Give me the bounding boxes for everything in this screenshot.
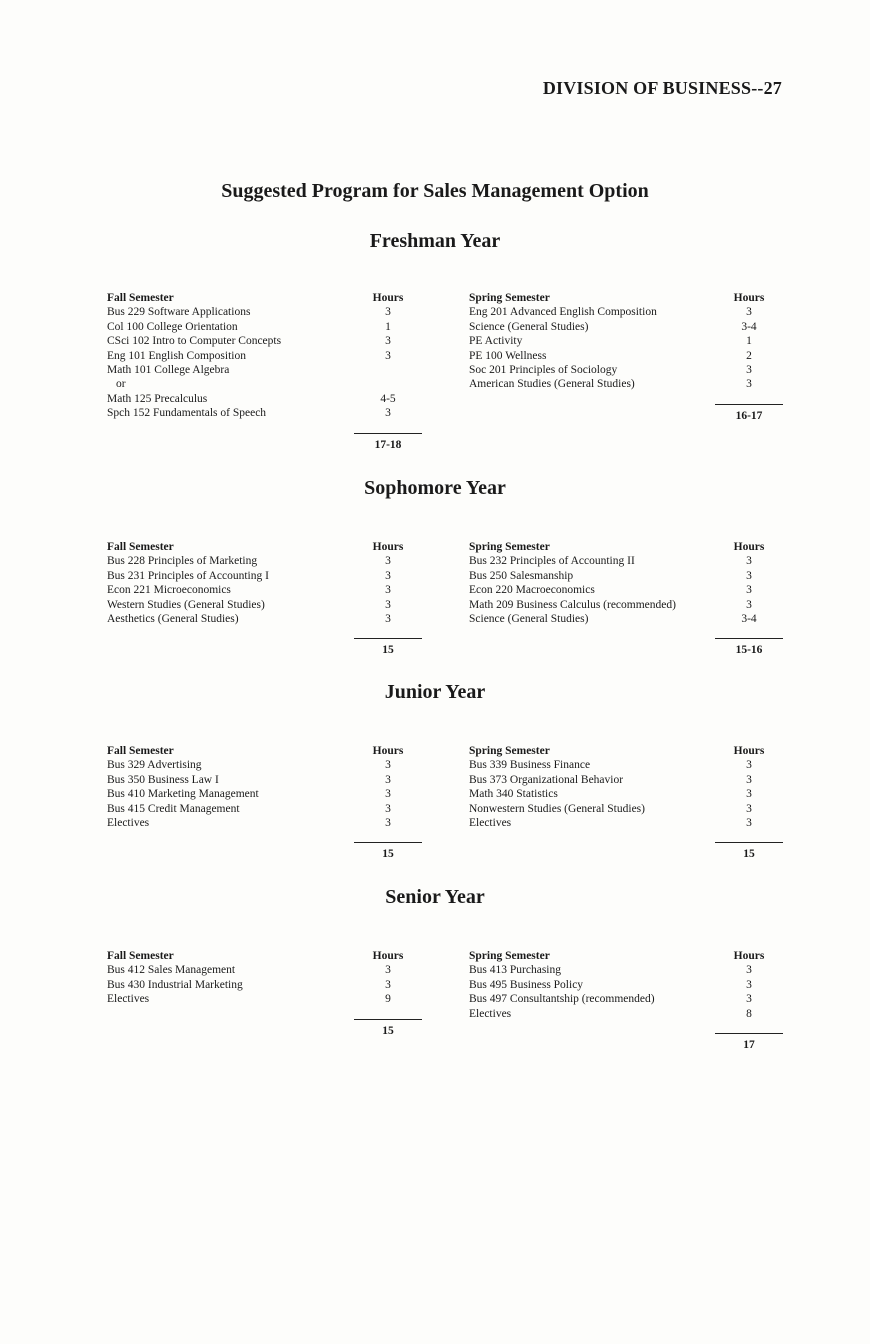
semester-total-hours: 17-18	[374, 438, 402, 451]
course-name: Electives	[107, 816, 150, 829]
course-name: Bus 339 Business Finance	[469, 759, 591, 772]
course-hours: 3	[385, 407, 391, 420]
course-hours: 3	[746, 378, 752, 391]
course-name: Bus 413 Purchasing	[469, 964, 561, 977]
course-name: Bus 412 Sales Management	[107, 964, 236, 977]
course-hours: 4-5	[380, 392, 396, 405]
semester-total-hours: 15	[743, 848, 755, 861]
course-name: Electives	[469, 1007, 512, 1020]
course-hours: 3	[746, 802, 752, 815]
course-hours: 3	[385, 978, 391, 991]
course-row	[107, 816, 428, 830]
total-rule	[715, 638, 783, 639]
course-name: CSci 102 Intro to Computer Concepts	[107, 335, 282, 348]
course-hours: 3-4	[741, 320, 757, 333]
course-name: Western Studies (General Studies)	[107, 598, 265, 611]
course-row	[107, 978, 428, 992]
course-name: Electives	[469, 816, 512, 829]
semester-heading: Fall Semester	[107, 541, 174, 553]
course-hours: 3-4	[741, 612, 757, 625]
course-row	[107, 583, 428, 597]
fall-semester-table	[107, 949, 428, 1037]
course-name: Bus 229 Software Applications	[107, 306, 251, 319]
course-name: Eng 101 English Composition	[107, 349, 246, 362]
semester-heading: Fall Semester	[107, 292, 174, 304]
year-title: Senior Year	[385, 886, 485, 908]
course-hours: 3	[385, 335, 391, 348]
course-row	[107, 773, 428, 787]
course-row	[107, 992, 428, 1006]
course-row	[469, 349, 789, 363]
semester-header-row	[107, 291, 428, 305]
semester-heading: Spring Semester	[469, 950, 550, 962]
course-row	[469, 612, 789, 626]
course-hours: 3	[385, 964, 391, 977]
course-hours: 3	[385, 306, 391, 319]
course-hours: 3	[746, 363, 752, 376]
course-hours: 1	[746, 335, 752, 348]
course-row	[107, 598, 428, 612]
total-rule	[354, 1019, 422, 1020]
course-name: Science (General Studies)	[469, 320, 589, 333]
course-row	[107, 334, 428, 348]
semester-heading: Spring Semester	[469, 745, 550, 757]
course-name: Bus 329 Advertising	[107, 759, 202, 772]
course-hours: 3	[385, 555, 391, 568]
course-row	[469, 758, 789, 772]
total-rule	[715, 404, 783, 405]
course-hours: 1	[385, 320, 391, 333]
course-row	[107, 758, 428, 772]
semester-total-hours: 15	[382, 848, 394, 861]
course-hours: 3	[385, 349, 391, 362]
total-rule	[715, 842, 783, 843]
total-rule	[354, 433, 422, 434]
course-hours: 3	[746, 555, 752, 568]
course-name: Soc 201 Principles of Sociology	[469, 363, 618, 376]
course-name: Electives	[107, 993, 150, 1006]
semester-header-row	[469, 949, 789, 963]
course-name: Bus 415 Credit Management	[107, 802, 240, 815]
semester-header-row	[469, 744, 789, 758]
total-rule	[715, 1033, 783, 1034]
semester-total-hours: 15-16	[735, 644, 763, 657]
course-hours: 3	[385, 584, 391, 597]
year-title: Junior Year	[384, 681, 486, 703]
course-hours: 3	[385, 816, 391, 829]
course-row	[469, 963, 789, 977]
semester-total-hours: 15	[382, 644, 394, 657]
course-hours: 3	[385, 759, 391, 772]
course-row	[469, 1007, 789, 1021]
course-row	[107, 612, 428, 626]
course-name: Math 209 Business Calculus (recommended)	[469, 598, 676, 611]
semester-heading: Spring Semester	[469, 541, 550, 553]
course-name: Math 101 College Algebra	[107, 363, 230, 376]
hours-heading: Hours	[733, 292, 765, 304]
course-name: Bus 373 Organizational Behavior	[469, 773, 624, 786]
course-name: Bus 232 Principles of Accounting II	[469, 555, 635, 568]
course-name: Econ 221 Microeconomics	[107, 584, 231, 597]
hours-heading: Hours	[733, 745, 765, 757]
course-row	[107, 349, 428, 363]
hours-heading: Hours	[372, 292, 404, 304]
hours-heading: Hours	[733, 541, 765, 553]
course-hours: 3	[385, 569, 391, 582]
spring-semester-table	[469, 744, 789, 861]
course-name: Col 100 College Orientation	[107, 320, 238, 333]
course-name: Math 125 Precalculus	[107, 392, 208, 405]
course-name: Bus 250 Salesmanship	[469, 569, 574, 582]
semester-total-hours: 17	[743, 1039, 755, 1051]
course-row	[107, 787, 428, 801]
course-row	[107, 963, 428, 977]
course-row	[469, 305, 789, 319]
course-hours: 3	[746, 816, 752, 829]
course-hours: 3	[385, 788, 391, 801]
course-row	[107, 554, 428, 568]
course-hours: 3	[385, 773, 391, 786]
spring-semester-table	[469, 540, 789, 657]
course-hours: 3	[746, 598, 752, 611]
course-name: Math 340 Statistics	[469, 788, 558, 801]
course-hours: 3	[746, 773, 752, 786]
course-row	[469, 583, 789, 597]
total-rule	[354, 638, 422, 639]
semester-header-row	[469, 540, 789, 554]
course-row	[107, 802, 428, 816]
course-name: American Studies (General Studies)	[469, 378, 635, 391]
course-name: Bus 495 Business Policy	[469, 978, 584, 991]
course-row	[469, 773, 789, 787]
course-name: Econ 220 Macroeconomics	[469, 584, 595, 597]
semester-header-row	[107, 744, 428, 758]
course-row	[107, 569, 428, 583]
course-name: Bus 410 Marketing Management	[107, 788, 259, 801]
course-name: Science (General Studies)	[469, 612, 589, 625]
course-hours: 2	[746, 349, 752, 362]
course-row	[107, 406, 428, 420]
course-hours: 3	[385, 802, 391, 815]
course-name: PE Activity	[469, 335, 523, 348]
spring-semester-table	[469, 291, 789, 422]
course-hours: 3	[746, 584, 752, 597]
course-row	[469, 320, 789, 334]
semester-heading: Fall Semester	[107, 745, 174, 757]
hours-heading: Hours	[372, 745, 404, 757]
course-hours: 3	[385, 598, 391, 611]
semester-heading: Spring Semester	[469, 292, 550, 304]
course-name: Aesthetics (General Studies)	[107, 612, 239, 625]
course-row	[469, 569, 789, 583]
semester-total-hours: 15	[382, 1024, 394, 1037]
course-name: Eng 201 Advanced English Composition	[469, 306, 657, 319]
year-title: Freshman Year	[369, 230, 501, 252]
hours-heading: Hours	[372, 541, 404, 553]
course-hours: 3	[385, 612, 391, 625]
course-hours: 9	[385, 993, 391, 1006]
page-title: Suggested Program for Sales Management Option	[221, 180, 649, 202]
course-row	[469, 363, 789, 377]
course-row	[107, 320, 428, 334]
course-name: Nonwestern Studies (General Studies)	[469, 802, 645, 815]
fall-semester-table	[107, 291, 428, 451]
course-row	[107, 305, 428, 319]
semester-header-row	[107, 540, 428, 554]
course-hours: 3	[746, 569, 752, 582]
running-head: DIVISION OF BUSINESS--27	[542, 78, 782, 98]
course-name: PE 100 Wellness	[469, 349, 547, 362]
fall-semester-table	[107, 540, 428, 657]
course-hours: 8	[746, 1007, 752, 1020]
course-row	[107, 392, 428, 406]
course-hours: 3	[746, 788, 752, 801]
course-name: Bus 350 Business Law I	[107, 773, 219, 786]
course-name: Bus 497 Consultantship (recommended)	[469, 993, 655, 1006]
course-row	[469, 377, 789, 391]
course-row	[469, 978, 789, 992]
course-row	[107, 377, 428, 391]
hours-heading: Hours	[372, 950, 404, 962]
course-name: Bus 430 Industrial Marketing	[107, 978, 243, 991]
course-row	[469, 787, 789, 801]
course-hours: 3	[746, 978, 752, 991]
fall-semester-table	[107, 744, 428, 861]
year-title: Sophomore Year	[364, 477, 506, 499]
course-row	[469, 334, 789, 348]
semester-header-row	[107, 949, 428, 963]
alternative-connector: or	[116, 378, 126, 391]
course-row	[469, 816, 789, 830]
course-row	[469, 992, 789, 1006]
course-hours: 3	[746, 964, 752, 977]
total-rule	[354, 842, 422, 843]
semester-heading: Fall Semester	[107, 950, 174, 962]
course-hours: 3	[746, 993, 752, 1006]
course-name: Bus 228 Principles of Marketing	[107, 555, 258, 568]
course-hours: 3	[746, 759, 752, 772]
course-row	[469, 802, 789, 816]
semester-header-row	[469, 291, 789, 305]
course-hours: 3	[746, 306, 752, 319]
spring-semester-table	[469, 949, 789, 1051]
course-row	[107, 363, 428, 377]
course-name: Spch 152 Fundamentals of Speech	[107, 407, 267, 420]
semester-total-hours: 16-17	[735, 409, 763, 422]
course-row	[469, 554, 789, 568]
hours-heading: Hours	[733, 950, 765, 962]
course-row	[469, 598, 789, 612]
course-name: Bus 231 Principles of Accounting I	[107, 569, 269, 582]
